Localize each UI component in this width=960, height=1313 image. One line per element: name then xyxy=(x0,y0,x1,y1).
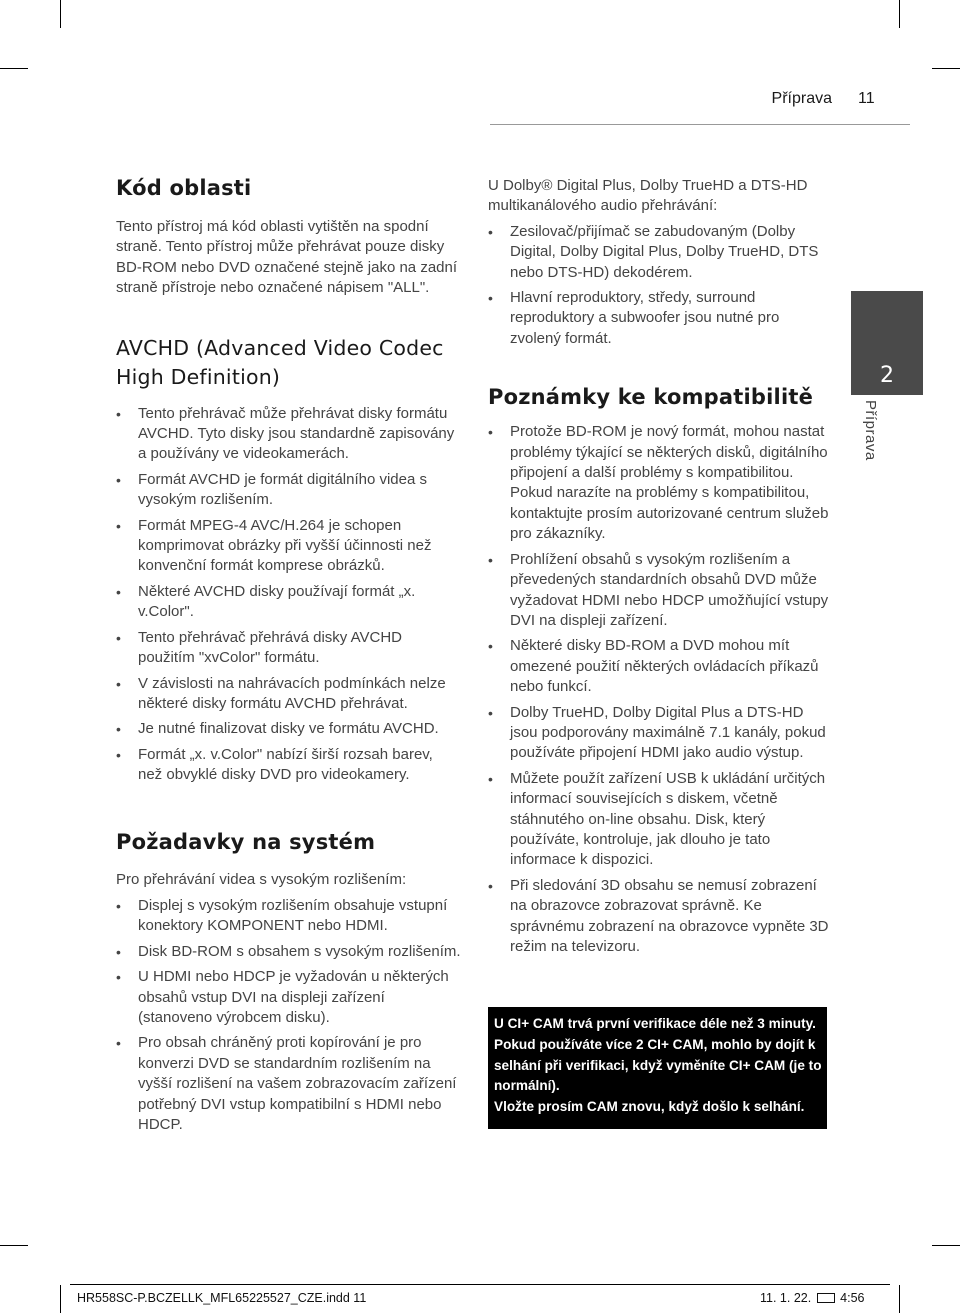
list-item: • U HDMI nebo HDCP je vyžadován u některých obsahů vstup DVI na displeji zařízení (stanoveno výrobcem disku). xyxy=(116,968,449,1026)
left-column xyxy=(116,176,461,1140)
crop-mark xyxy=(0,1245,28,1246)
region-code-text: Tento přístroj má kód oblasti vytištěn na spodní straně. Tento přístroj může přehrávat pouze disky BD-ROM nebo DVD označené stejně jako na zadní straně přístroje nebo označené nápisem "ALL". xyxy=(116,218,458,297)
list-item: • Zesilovač/přijímač se zabudovaným (Dolby Digital, Dolby Digital Plus, Dolby TrueHD, DTS nebo DTS-HD) dekodérem. xyxy=(488,222,819,281)
header-section-title: Příprava xyxy=(771,90,832,107)
list-item: • Tento přehrávač přehrává disky AVCHD použitím "xvColor" formátu. xyxy=(116,628,403,667)
system-requirements-list xyxy=(116,896,461,1135)
notice-line: Pokud používáte více 2 CI+ CAM, mohlo by dojít k selhání při verifikaci, když vyměníte CI+ CAM (je to normální). xyxy=(494,1036,822,1094)
list-item: • Protože BD-ROM je nový formát, mohou nastat problémy týkající se některých disků, digitálního připojení a další problémy s kompatibilitou. Pokud narazíte na problémy s kompatibilitou, kontaktujte prosím autorizované centrum služeb pro zákazníky. xyxy=(488,423,829,543)
crop-mark xyxy=(60,0,61,28)
system-requirements-heading: Požadavky na systém xyxy=(116,829,376,854)
compatibility-heading: Poznámky ke kompatibilitě xyxy=(488,385,814,410)
footer-timestamp xyxy=(760,1291,865,1305)
ci-cam-notice xyxy=(488,1007,827,1129)
dolby-intro: U Dolby® Digital Plus, Dolby TrueHD a DTS-HD multikanálového audio přehrávání: xyxy=(488,177,808,215)
list-item: • Pro obsah chráněný proti kopírování je pro konverzi DVD se standardním rozlišením na vyšší rozlišení na vašem zobrazovacím zařízení potřebný DVI vstup kompatibilní s HDMI nebo HDCP. xyxy=(116,1034,457,1133)
footer-date: 11. 1. 22. xyxy=(760,1291,812,1305)
list-item: • Dolby TrueHD, Dolby Digital Plus a DTS-HD jsou podporovány maximálně 7.1 kanály, pokud používáte připojení HDMI jako audio výstup. xyxy=(488,703,826,762)
crop-mark xyxy=(899,1285,900,1313)
list-item: • Některé disky BD-ROM a DVD mohou mít omezené použití některých ovládacích příkazů nebo funkcí. xyxy=(488,637,819,696)
system-requirements-intro: Pro přehrávání videa s vysokým rozlišením: xyxy=(116,870,407,888)
chapter-tab xyxy=(851,291,923,395)
avchd-heading: AVCHD (Advanced Video Codec High Definition) xyxy=(116,335,444,389)
footer-filename: HR558SC-P.BCZELLK_MFL65225527_CZE.indd 11 xyxy=(77,1291,367,1305)
notice-line: U CI+ CAM trvá první verifikace déle než 3 minuty. xyxy=(494,1016,816,1031)
compatibility-list xyxy=(488,422,833,957)
list-item: • Je nutné finalizovat disky ve formátu AVCHD. xyxy=(116,720,439,738)
header-page-number: 11 xyxy=(858,90,875,107)
list-item: • Displej s vysokým rozlišením obsahuje vstupní konektory KOMPONENT nebo HDMI. xyxy=(116,896,448,935)
crop-mark xyxy=(932,68,960,69)
avchd-list xyxy=(116,404,461,786)
dolby-list xyxy=(488,222,833,349)
crop-mark xyxy=(60,1285,61,1313)
list-item: • Prohlížení obsahů s vysokým rozlišením a převedených standardních obsahů DVD může vyžadovat HDMI nebo HDCP umožňující vstupy DVI na displeji zařízení. xyxy=(488,550,829,629)
list-item: • V závislosti na nahrávacích podmínkách nelze některé disky formátu AVCHD přehrávat. xyxy=(116,674,446,712)
footer-rule xyxy=(70,1284,890,1285)
region-code-heading: Kód oblasti xyxy=(116,176,252,200)
list-item: • Disk BD-ROM s obsahem s vysokým rozlišením. xyxy=(116,942,461,960)
right-column xyxy=(488,176,833,962)
list-item: • Formát AVCHD je formát digitálního videa s vysokým rozlišením. xyxy=(116,470,428,509)
list-item: • Formát „x. v.Color" nabízí širší rozsah barev, než obvyklé disky DVD pro videokamery. xyxy=(116,745,433,784)
crop-mark xyxy=(0,68,28,69)
notice-line: Vložte prosím CAM znovu, když došlo k selhání. xyxy=(494,1099,805,1115)
footer-time: 4:56 xyxy=(840,1291,865,1305)
chapter-number: 2 xyxy=(880,363,894,388)
crop-mark xyxy=(899,0,900,28)
clock-glyph-icon xyxy=(817,1293,835,1303)
list-item: • Hlavní reproduktory, středy, surround reproduktory a subwoofer jsou nutné pro zvolený formát. xyxy=(488,289,780,347)
crop-mark xyxy=(932,1245,960,1246)
chapter-label-text: Příprava xyxy=(862,400,879,461)
header-rule xyxy=(490,124,910,125)
list-item: • Při sledování 3D obsahu se nemusí zobrazení na obrazovce zobrazovat správně. Ke správnému zobrazení na obrazovce vypněte 3D režim na televizoru. xyxy=(488,876,829,955)
list-item: • Můžete použít zařízení USB k ukládání určitých informací souvisejících s diskem, včetně stáhnutého on-line obsahu. Disk, který používáte, kontroluje, jak dlouho je tato informace k dispozici. xyxy=(488,769,826,869)
chapter-label xyxy=(852,400,892,480)
list-item: • Formát MPEG-4 AVC/H.264 je schopen komprimovat obrázky při vyšší účinnosti než konvenční formát komprese obrázků. xyxy=(116,516,432,575)
list-item: • Tento přehrávač může přehrávat disky formátu AVCHD. Tyto disky jsou standardně zapisovány a používány ve videokamerách. xyxy=(116,404,455,463)
list-item: • Některé AVCHD disky používají formát „x. v.Color". xyxy=(116,582,416,621)
